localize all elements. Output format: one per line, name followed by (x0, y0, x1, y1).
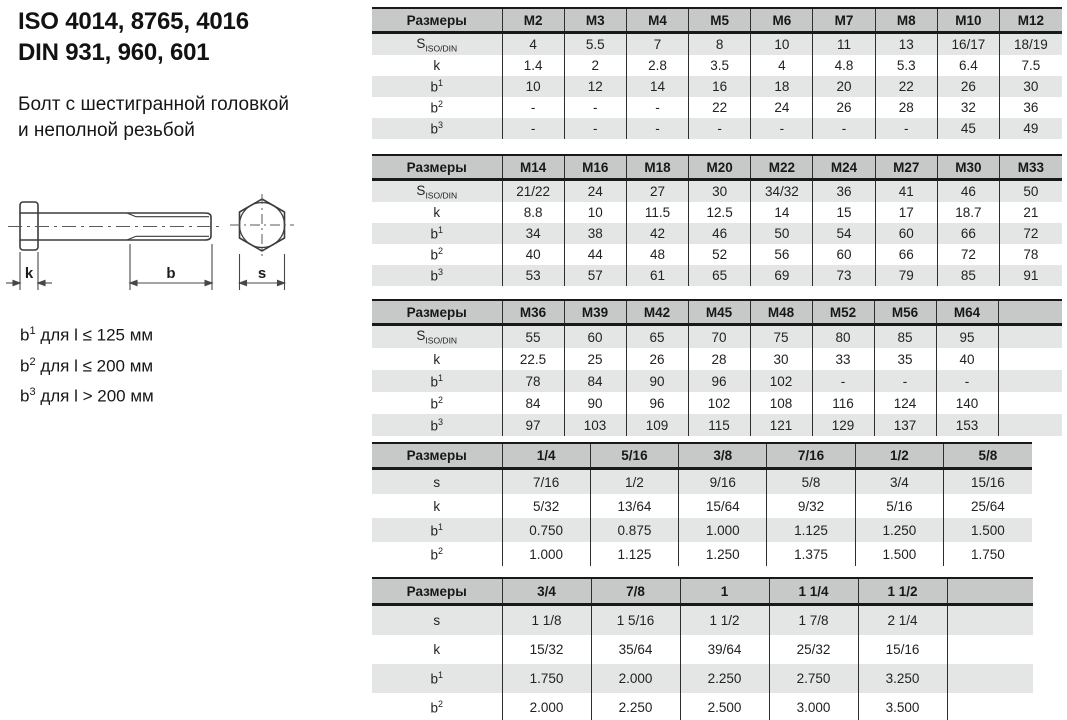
row-label: $b^3$ (372, 414, 502, 436)
value-cell: 5/32 (502, 494, 590, 518)
table-header-row (372, 300, 1062, 325)
value-cell: 1.125 (590, 542, 678, 566)
header-cell-size: 5/16 (590, 443, 678, 469)
dimension-table-3 (372, 299, 1062, 436)
header-cell-sizes: Размеры (372, 578, 502, 605)
row-label: $b^2$ (372, 97, 502, 118)
value-cell: - (564, 97, 626, 118)
header-cell-sizes: Размеры (372, 443, 502, 469)
value-cell: 14 (626, 76, 688, 97)
value-cell: 16/17 (937, 33, 999, 56)
header-cell-sizes: Размеры (372, 8, 502, 33)
header-cell-size: 3/4 (502, 578, 591, 605)
value-cell: 78 (1000, 244, 1062, 265)
header-cell-size: 1 1/2 (858, 578, 947, 605)
value-cell: 25 (564, 348, 626, 370)
header-cell-size: M64 (936, 300, 998, 325)
value-cell: 3.250 (858, 664, 947, 693)
value-cell: 84 (564, 370, 626, 392)
row-label: k (372, 635, 502, 664)
table-row (372, 494, 1032, 518)
value-cell: 0.750 (502, 518, 590, 542)
value-cell: 7.5 (1000, 55, 1062, 76)
table-row (372, 635, 1033, 664)
value-cell: 39/64 (680, 635, 769, 664)
row-label: $b^1$ (372, 518, 502, 542)
table-row (372, 392, 1062, 414)
value-cell: 90 (564, 392, 626, 414)
value-cell-empty (998, 414, 1062, 436)
value-cell: - (502, 118, 564, 139)
value-cell: 28 (688, 348, 750, 370)
value-cell: 1.000 (679, 518, 767, 542)
value-cell: 35 (874, 348, 936, 370)
value-cell-empty (947, 635, 1033, 664)
value-cell: - (874, 370, 936, 392)
value-cell-empty (947, 605, 1033, 636)
row-label: $b^3$ (372, 265, 502, 286)
value-cell: 25/32 (769, 635, 858, 664)
value-cell: 8 (689, 33, 751, 56)
value-cell: 38 (564, 223, 626, 244)
value-cell: 65 (626, 325, 688, 349)
value-cell: 6.4 (937, 55, 999, 76)
header-cell-size: M20 (689, 155, 751, 180)
value-cell: 72 (937, 244, 999, 265)
value-cell: - (626, 97, 688, 118)
value-cell: 1.250 (855, 518, 943, 542)
table-header-row (372, 155, 1062, 180)
header-cell-size: 7/16 (767, 443, 855, 469)
value-cell: 91 (1000, 265, 1062, 286)
row-label: $b^2$ (372, 244, 502, 265)
row-label: s (372, 605, 502, 636)
value-cell: 1/2 (590, 469, 678, 495)
value-cell: 15/16 (858, 635, 947, 664)
value-cell: 4 (502, 33, 564, 56)
value-cell: 84 (502, 392, 564, 414)
value-cell: 140 (936, 392, 998, 414)
header-cell-size: M45 (688, 300, 750, 325)
page-title-din: DIN 931, 960, 601 (18, 39, 210, 66)
table-row (372, 223, 1062, 244)
value-cell: 34 (502, 223, 564, 244)
value-cell: 21/22 (502, 180, 564, 203)
value-cell: 49 (1000, 118, 1062, 139)
table-header-row (372, 8, 1062, 33)
value-cell: 108 (750, 392, 812, 414)
row-label: $b^3$ (372, 118, 502, 139)
dim-label-s: s (257, 265, 267, 282)
value-cell: 7 (626, 33, 688, 56)
value-cell: 10 (502, 76, 564, 97)
header-cell-size: M2 (502, 8, 564, 33)
header-cell-size: M33 (1000, 155, 1062, 180)
value-cell: 61 (626, 265, 688, 286)
value-cell: 20 (813, 76, 875, 97)
value-cell: 1 1/8 (502, 605, 591, 636)
page-title-iso: ISO 4014, 8765, 4016 (18, 8, 249, 35)
table-row (372, 118, 1062, 139)
value-cell: 102 (688, 392, 750, 414)
value-cell: 96 (626, 392, 688, 414)
value-cell: - (751, 118, 813, 139)
value-cell: 72 (1000, 223, 1062, 244)
value-cell-empty (947, 664, 1033, 693)
value-cell: 2 1/4 (858, 605, 947, 636)
table-row (372, 97, 1062, 118)
header-cell-size: M6 (751, 8, 813, 33)
value-cell: 95 (936, 325, 998, 349)
value-cell: 70 (688, 325, 750, 349)
value-cell: 153 (936, 414, 998, 436)
value-cell: - (813, 118, 875, 139)
header-cell-size: M8 (875, 8, 937, 33)
header-cell-size: M30 (937, 155, 999, 180)
row-label: k (372, 348, 502, 370)
value-cell: 1.750 (502, 664, 591, 693)
value-cell: 129 (812, 414, 874, 436)
dimension-table-1 (372, 7, 1062, 139)
value-cell: 44 (564, 244, 626, 265)
header-cell-size: M7 (813, 8, 875, 33)
value-cell: 56 (751, 244, 813, 265)
header-cell-size: 3/8 (679, 443, 767, 469)
value-cell: 1.750 (943, 542, 1031, 566)
dimension-table-4 (372, 442, 1032, 566)
footnote-b2: $b^2$ для l ≤ 200 мм (20, 355, 154, 376)
row-label: $b^1$ (372, 370, 502, 392)
table-row (372, 76, 1062, 97)
header-cell-size: M4 (626, 8, 688, 33)
row-label: s (372, 469, 502, 495)
header-cell-size: M36 (502, 300, 564, 325)
value-cell: - (812, 370, 874, 392)
table-row (372, 325, 1062, 349)
value-cell: 24 (564, 180, 626, 203)
value-cell: 85 (937, 265, 999, 286)
value-cell: 26 (937, 76, 999, 97)
table-row (372, 33, 1062, 56)
row-label: $S_{ISO/DIN}$ (372, 33, 502, 56)
value-cell: 32 (937, 97, 999, 118)
value-cell: 21 (1000, 202, 1062, 223)
value-cell: - (936, 370, 998, 392)
value-cell: 50 (751, 223, 813, 244)
value-cell: - (502, 97, 564, 118)
dim-label-b: b (166, 265, 176, 282)
value-cell: 5.3 (875, 55, 937, 76)
value-cell: 2.000 (591, 664, 680, 693)
value-cell: 22 (689, 97, 751, 118)
header-cell-empty (947, 578, 1033, 605)
value-cell: 3/4 (855, 469, 943, 495)
page-subtitle-2: и неполной резьбой (18, 120, 195, 141)
value-cell: 2.000 (502, 693, 591, 720)
value-cell: 10 (564, 202, 626, 223)
value-cell: 40 (502, 244, 564, 265)
value-cell: 18/19 (1000, 33, 1062, 56)
value-cell: 5/8 (767, 469, 855, 495)
value-cell: 1.375 (767, 542, 855, 566)
row-label: $b^2$ (372, 542, 502, 566)
page-subtitle-1: Болт с шестигранной головкой (18, 94, 289, 115)
value-cell: 18.7 (937, 202, 999, 223)
value-cell: 124 (874, 392, 936, 414)
value-cell: 109 (626, 414, 688, 436)
value-cell: 13/64 (590, 494, 678, 518)
value-cell: 66 (875, 244, 937, 265)
value-cell: 13 (875, 33, 937, 56)
value-cell: 0.875 (590, 518, 678, 542)
value-cell: 15/32 (502, 635, 591, 664)
table-row (372, 55, 1062, 76)
row-label: $b^1$ (372, 223, 502, 244)
table-row (372, 348, 1062, 370)
header-cell-size: 5/8 (943, 443, 1031, 469)
value-cell: 41 (875, 180, 937, 203)
value-cell: 9/32 (767, 494, 855, 518)
value-cell: 14 (751, 202, 813, 223)
value-cell: 78 (502, 370, 564, 392)
header-cell-size: M39 (564, 300, 626, 325)
row-label: k (372, 55, 502, 76)
value-cell: 15 (813, 202, 875, 223)
value-cell: 115 (688, 414, 750, 436)
value-cell: 30 (689, 180, 751, 203)
value-cell: 2.750 (769, 664, 858, 693)
value-cell: 1.250 (679, 542, 767, 566)
table-row (372, 542, 1032, 566)
value-cell: 65 (689, 265, 751, 286)
value-cell: 116 (812, 392, 874, 414)
value-cell: 103 (564, 414, 626, 436)
value-cell: 1 7/8 (769, 605, 858, 636)
value-cell: 96 (688, 370, 750, 392)
footnote-b1: $b^1$ для l ≤ 125 мм (20, 325, 154, 345)
value-cell: 2.250 (591, 693, 680, 720)
value-cell: 42 (626, 223, 688, 244)
value-cell: - (689, 118, 751, 139)
dimension-table-2 (372, 154, 1062, 286)
value-cell: 12.5 (689, 202, 751, 223)
value-cell: 85 (874, 325, 936, 349)
value-cell: 11 (813, 33, 875, 56)
value-cell: 79 (875, 265, 937, 286)
row-label: $b^1$ (372, 76, 502, 97)
header-cell-size: 7/8 (591, 578, 680, 605)
value-cell: 53 (502, 265, 564, 286)
value-cell: 17 (875, 202, 937, 223)
table-row (372, 244, 1062, 265)
row-label: $S_{ISO/DIN}$ (372, 180, 502, 203)
value-cell: 48 (626, 244, 688, 265)
value-cell: 1.4 (502, 55, 564, 76)
value-cell: 4 (751, 55, 813, 76)
value-cell: 33 (812, 348, 874, 370)
value-cell: 22.5 (502, 348, 564, 370)
table-row (372, 469, 1032, 495)
row-label: $S_{ISO/DIN}$ (372, 325, 502, 349)
value-cell: 36 (1000, 97, 1062, 118)
value-cell: 55 (502, 325, 564, 349)
value-cell: 25/64 (943, 494, 1031, 518)
table-row (372, 180, 1062, 203)
value-cell: - (564, 118, 626, 139)
table-row (372, 414, 1062, 436)
value-cell: 15/16 (943, 469, 1031, 495)
value-cell: 9/16 (679, 469, 767, 495)
value-cell: 60 (813, 244, 875, 265)
value-cell: 4.8 (813, 55, 875, 76)
header-cell-size: M24 (813, 155, 875, 180)
value-cell: 2 (564, 55, 626, 76)
row-label: k (372, 494, 502, 518)
header-cell-size: 1 1/4 (769, 578, 858, 605)
value-cell: 97 (502, 414, 564, 436)
table-header-row (372, 443, 1032, 469)
header-cell-size: M18 (626, 155, 688, 180)
value-cell: 7/16 (502, 469, 590, 495)
value-cell: 54 (813, 223, 875, 244)
header-cell-size: M10 (937, 8, 999, 33)
value-cell: - (626, 118, 688, 139)
value-cell-empty (947, 693, 1033, 720)
header-cell-size: M48 (750, 300, 812, 325)
value-cell: 2.250 (680, 664, 769, 693)
row-label: $b^2$ (372, 392, 502, 414)
value-cell: 30 (750, 348, 812, 370)
value-cell: 66 (937, 223, 999, 244)
table-row (372, 202, 1062, 223)
value-cell: 36 (813, 180, 875, 203)
value-cell: 1 5/16 (591, 605, 680, 636)
value-cell: 30 (1000, 76, 1062, 97)
value-cell: 1.000 (502, 542, 590, 566)
header-cell-size: M12 (1000, 8, 1062, 33)
value-cell: 22 (875, 76, 937, 97)
value-cell: 34/32 (751, 180, 813, 203)
value-cell: 73 (813, 265, 875, 286)
value-cell: 40 (936, 348, 998, 370)
row-label: k (372, 202, 502, 223)
header-cell-size: M3 (564, 8, 626, 33)
value-cell: 18 (751, 76, 813, 97)
value-cell: 1 1/2 (680, 605, 769, 636)
header-cell-size: M42 (626, 300, 688, 325)
value-cell: 15/64 (679, 494, 767, 518)
value-cell: 1.500 (943, 518, 1031, 542)
header-cell-size: M5 (689, 8, 751, 33)
value-cell: 90 (626, 370, 688, 392)
value-cell: 3.500 (858, 693, 947, 720)
table-row (372, 265, 1062, 286)
header-cell-size: M52 (812, 300, 874, 325)
header-cell-size: 1 (680, 578, 769, 605)
value-cell: 102 (750, 370, 812, 392)
header-cell-sizes: Размеры (372, 155, 502, 180)
value-cell: 1.500 (855, 542, 943, 566)
header-cell-size: M22 (751, 155, 813, 180)
footnote-b3: $b^3$ для l > 200 мм (20, 386, 154, 406)
value-cell: 60 (875, 223, 937, 244)
value-cell-empty (998, 392, 1062, 414)
value-cell: 16 (689, 76, 751, 97)
value-cell: 75 (750, 325, 812, 349)
value-cell: 5/16 (855, 494, 943, 518)
table-row (372, 664, 1033, 693)
row-label: $b^1$ (372, 664, 502, 693)
value-cell: 26 (626, 348, 688, 370)
value-cell: - (875, 118, 937, 139)
dimension-table-5 (372, 577, 1033, 720)
table-row (372, 605, 1033, 636)
value-cell: 80 (812, 325, 874, 349)
value-cell: 60 (564, 325, 626, 349)
header-cell-size: M16 (564, 155, 626, 180)
header-cell-size: 1/4 (502, 443, 590, 469)
header-cell-sizes: Размеры (372, 300, 502, 325)
value-cell: 24 (751, 97, 813, 118)
value-cell: 12 (564, 76, 626, 97)
value-cell: 3.5 (689, 55, 751, 76)
header-cell-size: 1/2 (855, 443, 943, 469)
value-cell: 69 (751, 265, 813, 286)
dim-label-k: k (24, 265, 34, 282)
header-cell-size: M56 (874, 300, 936, 325)
value-cell: 5.5 (564, 33, 626, 56)
table-header-row (372, 578, 1033, 605)
value-cell-empty (998, 325, 1062, 349)
value-cell: 11.5 (626, 202, 688, 223)
value-cell-empty (998, 370, 1062, 392)
header-cell-size: M27 (875, 155, 937, 180)
value-cell: 121 (750, 414, 812, 436)
value-cell: 52 (689, 244, 751, 265)
value-cell: 46 (937, 180, 999, 203)
table-row (372, 370, 1062, 392)
header-cell-size: M14 (502, 155, 564, 180)
value-cell: 2.8 (626, 55, 688, 76)
value-cell: 26 (813, 97, 875, 118)
value-cell: 1.125 (767, 518, 855, 542)
value-cell: 50 (1000, 180, 1062, 203)
value-cell: 3.000 (769, 693, 858, 720)
value-cell: 57 (564, 265, 626, 286)
table-row (372, 518, 1032, 542)
header-cell-empty (998, 300, 1062, 325)
value-cell: 8.8 (502, 202, 564, 223)
table-row (372, 693, 1033, 720)
value-cell: 2.500 (680, 693, 769, 720)
value-cell: 28 (875, 97, 937, 118)
row-label: $b^2$ (372, 693, 502, 720)
value-cell: 137 (874, 414, 936, 436)
value-cell-empty (998, 348, 1062, 370)
value-cell: 27 (626, 180, 688, 203)
value-cell: 46 (689, 223, 751, 244)
value-cell: 45 (937, 118, 999, 139)
value-cell: 35/64 (591, 635, 680, 664)
value-cell: 10 (751, 33, 813, 56)
